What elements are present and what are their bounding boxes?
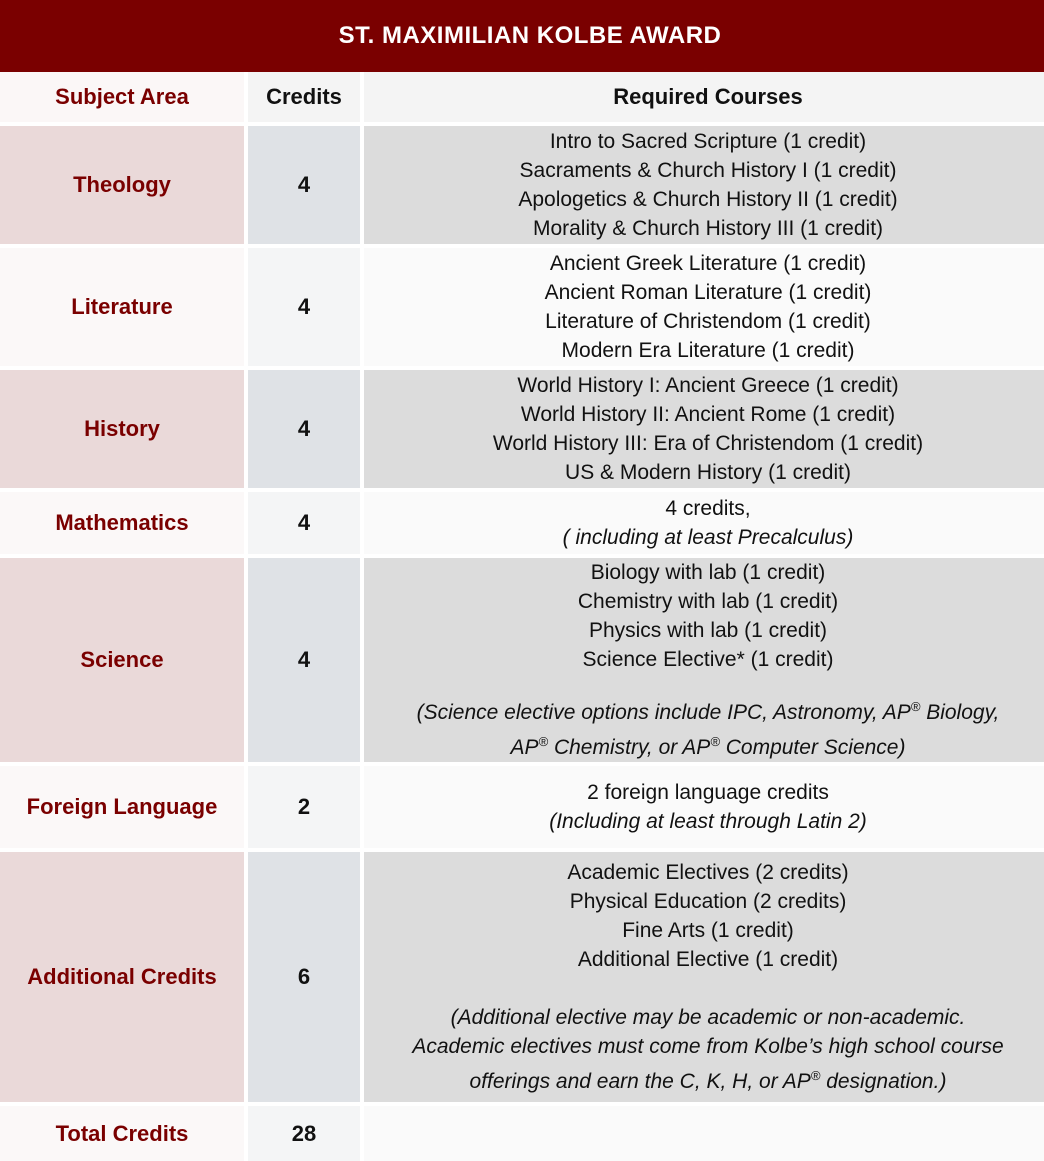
subject-cell: Mathematics bbox=[0, 492, 244, 558]
table-title: ST. MAXIMILIAN KOLBE AWARD bbox=[0, 0, 1044, 72]
course-note: (Additional elective may be academic or non-academic. bbox=[450, 1006, 966, 1029]
courses-cell bbox=[364, 492, 1044, 558]
total-courses-empty bbox=[364, 1106, 1044, 1161]
course-line: Chemistry with lab (1 credit) bbox=[577, 590, 839, 613]
course-line: Intro to Sacred Scripture (1 credit) bbox=[549, 130, 867, 153]
note-text: AP bbox=[510, 736, 539, 759]
note-text: (Science elective options include IPC, Astronomy, AP bbox=[416, 701, 911, 724]
credits-cell: 6 bbox=[248, 852, 360, 1106]
credits-cell: 4 bbox=[248, 126, 360, 248]
header-credits: Credits bbox=[248, 72, 360, 126]
note-text: designation.) bbox=[820, 1070, 947, 1093]
note-text: Chemistry, or AP bbox=[548, 736, 711, 759]
course-line: Academic Electives (2 credits) bbox=[567, 861, 849, 884]
courses-cell bbox=[364, 370, 1044, 492]
courses-cell bbox=[364, 126, 1044, 248]
credits-cell: 4 bbox=[248, 492, 360, 558]
courses-cell bbox=[364, 558, 1044, 766]
course-line: Modern Era Literature (1 credit) bbox=[561, 339, 855, 362]
course-line: World History II: Ancient Rome (1 credit) bbox=[520, 403, 896, 426]
course-line: US & Modern History (1 credit) bbox=[565, 461, 851, 484]
course-note: ( including at least Precalculus) bbox=[562, 526, 854, 549]
course-line: World History III: Era of Christendom (1 credit) bbox=[492, 432, 924, 455]
courses-cell bbox=[364, 852, 1044, 1106]
course-line: Biology with lab (1 credit) bbox=[590, 561, 826, 584]
course-note bbox=[417, 692, 1000, 727]
registered-mark: ® bbox=[538, 734, 549, 749]
course-note bbox=[470, 1061, 947, 1096]
courses-cell bbox=[364, 766, 1044, 852]
course-line: Science Elective* (1 credit) bbox=[582, 648, 834, 671]
course-line: 4 credits, bbox=[665, 497, 751, 520]
subject-cell: Literature bbox=[0, 248, 244, 370]
course-line: Apologetics & Church History II (1 credit) bbox=[518, 188, 898, 211]
course-line: Fine Arts (1 credit) bbox=[622, 919, 794, 942]
courses-cell bbox=[364, 248, 1044, 370]
course-note: (Including at least through Latin 2) bbox=[549, 810, 867, 833]
subject-cell: Foreign Language bbox=[0, 766, 244, 852]
course-line: World History I: Ancient Greece (1 credit) bbox=[517, 374, 899, 397]
course-line: 2 foreign language credits bbox=[587, 781, 829, 804]
course-line: Ancient Greek Literature (1 credit) bbox=[549, 252, 867, 275]
credits-cell: 4 bbox=[248, 558, 360, 766]
subject-cell: History bbox=[0, 370, 244, 492]
course-line: Additional Elective (1 credit) bbox=[577, 948, 839, 971]
registered-mark: ® bbox=[910, 699, 921, 714]
subject-cell: Additional Credits bbox=[0, 852, 244, 1106]
total-label: Total Credits bbox=[0, 1106, 244, 1161]
registered-mark: ® bbox=[710, 734, 720, 749]
course-line: Literature of Christendom (1 credit) bbox=[545, 310, 871, 333]
subject-cell: Theology bbox=[0, 126, 244, 248]
course-line: Morality & Church History III (1 credit) bbox=[532, 217, 884, 240]
total-credits: 28 bbox=[248, 1106, 360, 1161]
course-note bbox=[511, 727, 906, 762]
course-line: Physics with lab (1 credit) bbox=[588, 619, 828, 642]
course-line: Physical Education (2 credits) bbox=[569, 890, 847, 913]
header-subject-area: Subject Area bbox=[0, 72, 244, 126]
note-text: Biology, bbox=[920, 701, 1000, 724]
course-line: Ancient Roman Literature (1 credit) bbox=[544, 281, 872, 304]
subject-cell: Science bbox=[0, 558, 244, 766]
note-text: Computer Science) bbox=[719, 736, 906, 759]
course-note: Academic electives must come from Kolbe’s high school course bbox=[412, 1035, 1004, 1058]
credits-cell: 4 bbox=[248, 370, 360, 492]
credits-cell: 4 bbox=[248, 248, 360, 370]
header-required-courses: Required Courses bbox=[364, 72, 1044, 126]
course-line: Sacraments & Church History I (1 credit) bbox=[519, 159, 897, 182]
registered-mark: ® bbox=[810, 1068, 821, 1083]
credits-cell: 2 bbox=[248, 766, 360, 852]
note-text: offerings and earn the C, K, H, or AP bbox=[469, 1070, 811, 1093]
